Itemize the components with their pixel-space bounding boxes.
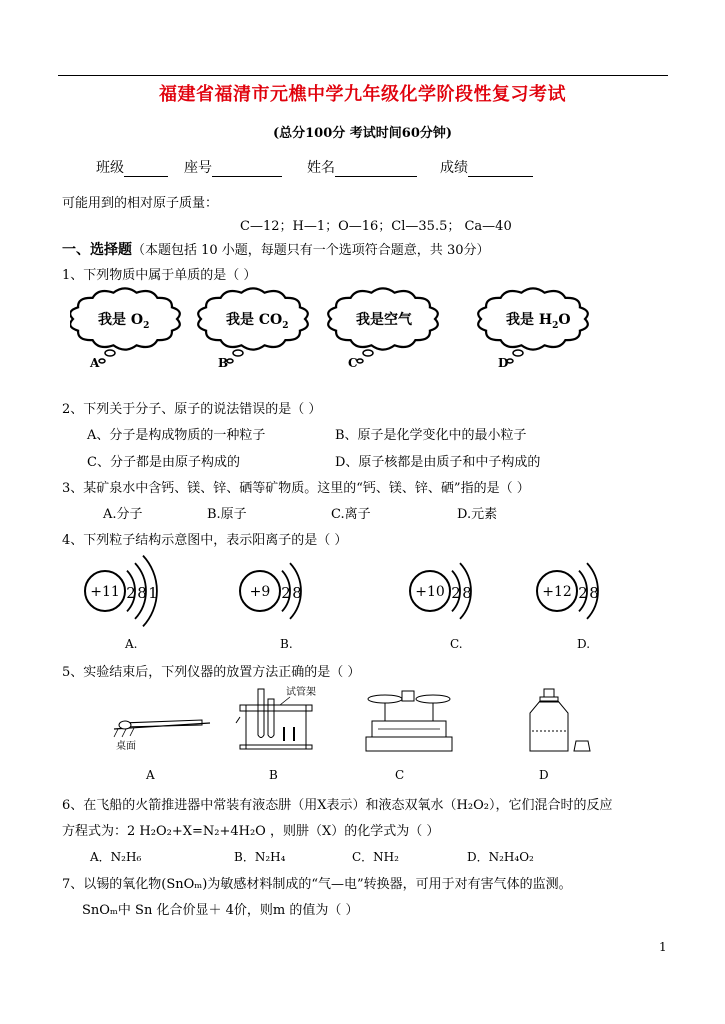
header-rule: [58, 75, 668, 76]
field-class-label: 班级: [96, 160, 124, 176]
field-score[interactable]: [440, 157, 533, 177]
q2-option-d[interactable]: D、原子核都是由质子和中子构成的: [335, 455, 541, 470]
atom-label: C.: [450, 637, 463, 651]
q6-option-d[interactable]: D．N₂H₄O₂: [467, 850, 534, 864]
section1-heading: 一、选择题: [62, 242, 132, 258]
nucleus-charge: +11: [90, 584, 120, 600]
shell-electron-count: 2: [281, 584, 291, 602]
shell-electron-count: 8: [589, 584, 599, 602]
nucleus-charge: +9: [249, 584, 271, 600]
q2-text: 2、下列关于分子、原子的说法错误的是（ ）: [62, 402, 322, 417]
q7-text-line2: SnOₘ中 Sn 化合价显＋ 4价，则m 的值为（ ）: [82, 903, 359, 918]
q6-option-c[interactable]: C．NH₂: [352, 850, 399, 864]
q2-option-b[interactable]: B、原子是化学变化中的最小粒子: [335, 428, 527, 443]
shell-electron-count: 8: [462, 584, 472, 602]
atom-diagram-d[interactable]: [537, 563, 599, 651]
shell-electron-count: 8: [292, 584, 302, 602]
q3-option-b[interactable]: B.原子: [207, 507, 247, 522]
field-seat[interactable]: [184, 157, 282, 177]
apparatus-a-caption: 桌面: [116, 741, 136, 752]
bubble-text: 我是 $O_2$: [98, 312, 150, 331]
field-seat-blank[interactable]: [212, 160, 282, 177]
field-score-label: 成绩: [440, 160, 468, 176]
bubble-b[interactable]: [198, 288, 308, 370]
bubble-d[interactable]: [478, 288, 588, 370]
q6-text-line2: 方程式为：2 H₂O₂+X=N₂+4H₂O ，则肼（X）的化学式为（ ）: [62, 824, 440, 839]
atom-diagram-b[interactable]: [240, 563, 302, 651]
shell-electron-count: 2: [126, 584, 136, 602]
bubble-text: 我是 $H_2O$: [506, 312, 571, 331]
section1-header: [62, 239, 489, 259]
bubble-a[interactable]: [70, 288, 180, 370]
atom-diagram-a[interactable]: [85, 556, 158, 651]
apparatus-b[interactable]: [236, 685, 316, 749]
atomic-mass-values: C—12；H—1；O—16；Cl—35.5； Ca—40: [240, 219, 512, 234]
q2-option-c[interactable]: C、分子都是由原子构成的: [87, 455, 240, 470]
q6-option-a[interactable]: A．N₂H₆: [90, 850, 142, 864]
shell-electron-count: 2: [451, 584, 461, 602]
q5-label-d: D: [539, 768, 549, 782]
q3-option-c[interactable]: C.离子: [331, 507, 371, 522]
nucleus-charge: +10: [415, 584, 445, 600]
atom-diagram-c[interactable]: [410, 563, 472, 651]
exam-title: 福建省福清市元樵中学九年级化学阶段性复习考试: [159, 84, 566, 105]
bubble-label: B: [218, 356, 229, 370]
apparatus-a[interactable]: [114, 720, 210, 752]
shell-electron-count: 2: [578, 584, 588, 602]
q3-text: 3、某矿泉水中含钙、镁、锌、硒等矿物质。这里的“钙、镁、锌、硒”指的是（ ）: [62, 481, 530, 496]
apparatus-b-caption: 试管架: [286, 687, 316, 698]
atom-label: D.: [577, 637, 591, 651]
bubble-label: D: [498, 356, 509, 370]
q4-text: 4、下列粒子结构示意图中，表示阳离子的是（ ）: [62, 533, 348, 548]
q5-label-a: A: [146, 768, 155, 782]
q1-text: 1、下列物质中属于单质的是（ ）: [62, 268, 257, 283]
bubble-c[interactable]: [328, 288, 438, 370]
bubble-text: 我是 $CO_2$: [226, 312, 289, 331]
q6-option-b[interactable]: B．N₂H₄: [234, 850, 286, 864]
field-class-blank[interactable]: [124, 160, 168, 177]
atom-label: A.: [125, 637, 138, 651]
section1-note: （本题包括 10 小题，每题只有一个选项符合题意，共 30分）: [132, 243, 490, 258]
nucleus-charge: +12: [542, 584, 572, 600]
q6-text-line1: 6、在飞船的火箭推进器中常装有液态肼（用X表示）和液态双氧水（H₂O₂），它们混合时的反应: [62, 798, 613, 813]
bubble-text: 我是空气: [356, 312, 412, 328]
field-score-blank[interactable]: [468, 160, 533, 177]
bubble-label: A: [90, 356, 100, 370]
q5-apparatus: [100, 685, 600, 785]
bubble-label: C: [348, 356, 358, 370]
atom-label: B.: [280, 637, 293, 651]
field-class[interactable]: [96, 157, 168, 177]
q3-option-a[interactable]: A.分子: [103, 507, 143, 522]
apparatus-d[interactable]: [530, 689, 590, 751]
q4-atom-diagrams: [60, 555, 620, 655]
q2-option-a[interactable]: A、分子是构成物质的一种粒子: [87, 428, 266, 443]
q5-text: 5、实验结束后，下列仪器的放置方法正确的是（ ）: [62, 665, 361, 680]
shell-electron-count: 1: [148, 584, 158, 602]
atomic-mass-intro: 可能用到的相对原子质量：: [62, 196, 219, 211]
field-name-label: 姓名: [307, 160, 335, 176]
q3-option-d[interactable]: D.元素: [457, 507, 498, 522]
field-name[interactable]: [307, 157, 417, 177]
exam-subtitle: (总分100分 考试时间60分钟): [272, 126, 453, 141]
field-name-blank[interactable]: [335, 160, 417, 177]
q1-bubbles: [70, 285, 600, 375]
apparatus-c[interactable]: [366, 691, 452, 751]
q5-label-b: B: [269, 768, 278, 782]
page-number: 1: [659, 940, 667, 954]
q7-text-line1: 7、以锡的氧化物(SnOₘ)为敏感材料制成的“气—电”转换器，可用于对有害气体的监测。: [62, 877, 572, 892]
q5-label-c: C: [395, 768, 405, 782]
field-seat-label: 座号: [184, 160, 212, 176]
shell-electron-count: 8: [137, 584, 147, 602]
